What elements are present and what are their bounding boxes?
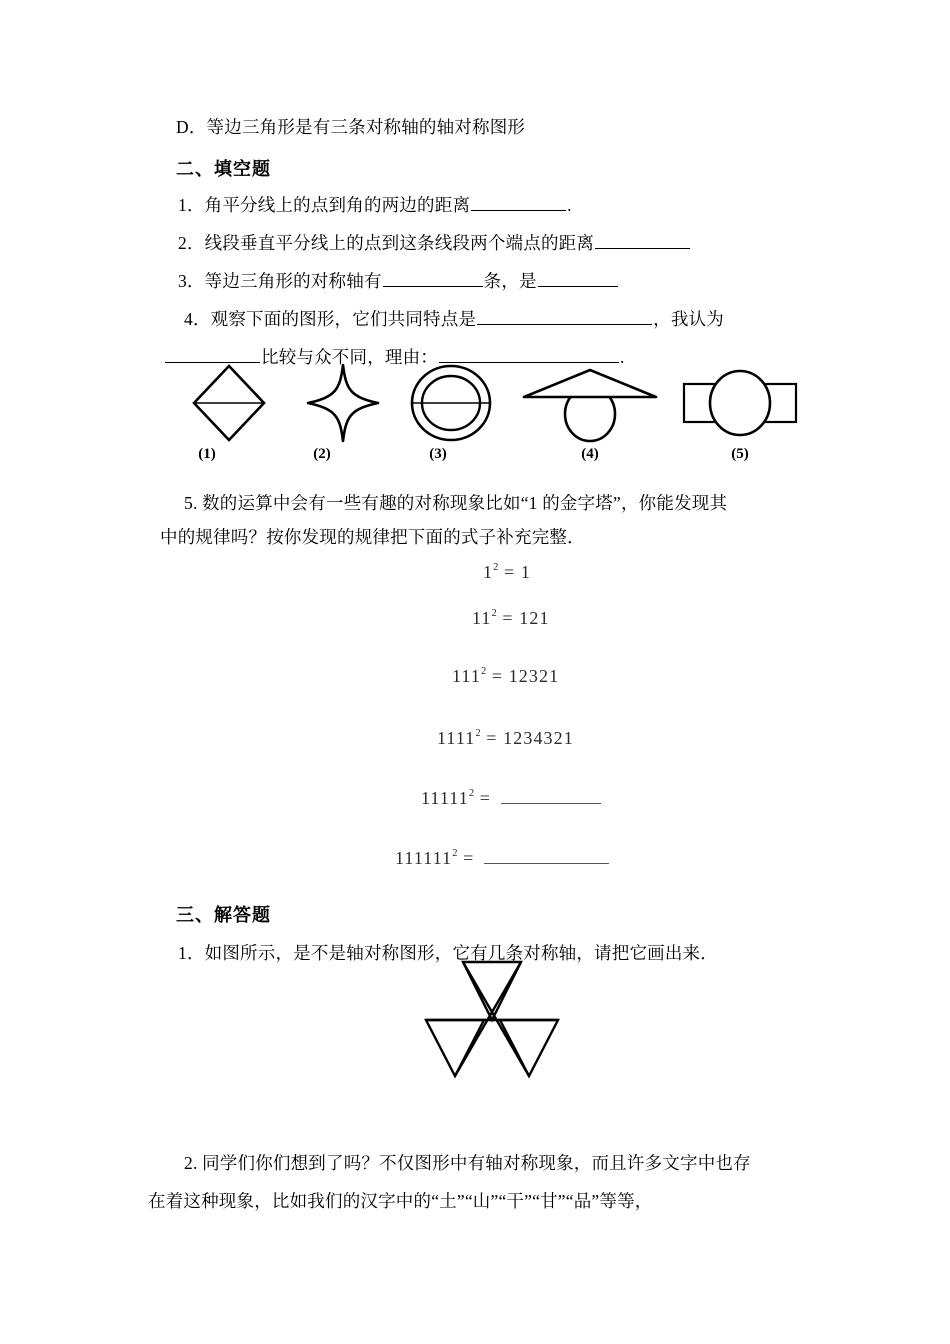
s3q2-text-line1: 同学们你们想到了吗？不仅图形中有轴对称现象，而且许多文字中也存 bbox=[202, 1153, 751, 1173]
eq1-result: 1 bbox=[520, 562, 531, 582]
three-overlapping-triangles-figure bbox=[422, 958, 562, 1085]
three-overlapping-down-triangles-icon bbox=[422, 958, 562, 1080]
figure-3-label: (3) bbox=[429, 446, 447, 462]
eq2-equals: = bbox=[502, 608, 514, 628]
equation-row-4 bbox=[437, 728, 574, 749]
q3-blank-1[interactable] bbox=[383, 271, 483, 287]
eq1-equals: = bbox=[503, 562, 516, 582]
concentric-circles-with-diameter-icon bbox=[408, 362, 494, 444]
equation-row-3 bbox=[452, 666, 559, 687]
solve-question-2-line-2: 在着这种现象，比如我们的汉字中的“土”“山”“干”“甘”“品”等等， bbox=[148, 1191, 653, 1211]
eq1-base: 1 bbox=[483, 562, 494, 582]
fill-question-5-line-2: 中的规律吗？按你发现的规律把下面的式子补充完整． bbox=[160, 527, 585, 547]
eq3-equals: = bbox=[491, 666, 504, 686]
four-pointed-star-icon bbox=[302, 362, 384, 444]
s3q1-text: 如图所示，是不是轴对称图形，它有几条对称轴，请把它画出来． bbox=[204, 943, 718, 963]
eq2-base: 11 bbox=[472, 608, 492, 628]
q1-period: . bbox=[567, 195, 572, 215]
rectangle-with-overlapping-circle-icon bbox=[680, 362, 800, 444]
q4-blank-3[interactable] bbox=[439, 347, 619, 363]
figure-1-rhombus bbox=[188, 362, 270, 444]
figure-5-rect-circle bbox=[680, 362, 800, 444]
eq6-answer-blank[interactable] bbox=[484, 850, 609, 864]
q2-number: 2． bbox=[178, 233, 205, 253]
q4-text-a: 观察下面的图形，它们共同特点是 bbox=[210, 309, 477, 329]
q4-blank-1[interactable] bbox=[477, 309, 652, 325]
q5-number: 5. bbox=[184, 493, 198, 513]
q3-blank-2[interactable] bbox=[538, 271, 618, 287]
fill-question-5-line-1 bbox=[184, 486, 727, 520]
q3-text-mid: 条，是 bbox=[483, 271, 537, 291]
q2-blank[interactable] bbox=[595, 233, 690, 249]
eq4-base: 1111 bbox=[437, 728, 476, 748]
figure-strip bbox=[180, 362, 800, 480]
eq6-exponent: 2 bbox=[452, 848, 458, 859]
rhombus-with-horizontal-diagonal-icon bbox=[188, 362, 270, 444]
section-two-heading: 二、填空题 bbox=[176, 159, 271, 179]
equation-row-5 bbox=[421, 788, 601, 809]
figure-3-concentric-circles bbox=[408, 362, 494, 444]
choice-option-d: D．等边三角形是有三条对称轴的轴对称图形 bbox=[176, 117, 526, 137]
fill-question-1 bbox=[178, 188, 572, 222]
eq3-exponent: 2 bbox=[480, 666, 487, 677]
q1-text: 角平分线上的点到角的两边的距离 bbox=[204, 195, 471, 215]
fill-question-3 bbox=[178, 264, 619, 298]
s3q1-number: 1． bbox=[178, 943, 205, 963]
q2-text: 线段垂直平分线上的点到这条线段两个端点的距离 bbox=[204, 233, 595, 253]
figure-2-label: (2) bbox=[313, 446, 331, 462]
eq6-base: 111111 bbox=[395, 848, 453, 868]
figure-4-triangle-ellipse bbox=[520, 362, 660, 444]
eq3-base: 111 bbox=[452, 666, 481, 686]
q4-blank-2[interactable] bbox=[165, 347, 260, 363]
q4-text-d: . bbox=[620, 347, 625, 367]
eq5-equals: = bbox=[479, 788, 491, 808]
eq6-equals: = bbox=[463, 848, 475, 868]
flat-triangle-over-ellipse-icon bbox=[520, 362, 660, 444]
eq4-result: 1234321 bbox=[503, 728, 574, 748]
figure-4-label: (4) bbox=[581, 446, 599, 462]
q3-number: 3． bbox=[178, 271, 205, 291]
figure-5-label: (5) bbox=[731, 446, 749, 462]
eq5-answer-blank[interactable] bbox=[501, 790, 601, 804]
eq2-exponent: 2 bbox=[491, 608, 497, 619]
equation-row-2 bbox=[472, 608, 550, 629]
q5-text-line1: 数的运算中会有一些有趣的对称现象比如“1 的金字塔”，你能发现其 bbox=[202, 493, 728, 513]
figure-1-label: (1) bbox=[198, 446, 216, 462]
eq4-equals: = bbox=[486, 728, 498, 748]
q4-text-c: 比较与众不同，理由： bbox=[261, 347, 438, 367]
q4-number: 4． bbox=[184, 309, 211, 329]
q4-text-b: ，我认为 bbox=[653, 309, 724, 329]
eq1-exponent: 2 bbox=[493, 562, 499, 573]
q1-number: 1． bbox=[178, 195, 205, 215]
figure-2-star bbox=[302, 362, 384, 444]
fill-question-2 bbox=[178, 226, 691, 260]
equation-row-1 bbox=[483, 562, 531, 583]
equation-row-6 bbox=[395, 848, 609, 869]
eq3-result: 12321 bbox=[508, 666, 560, 686]
eq5-exponent: 2 bbox=[468, 788, 475, 799]
q1-blank[interactable] bbox=[471, 195, 566, 211]
eq5-base: 11111 bbox=[421, 788, 469, 808]
solve-question-2-line-1 bbox=[184, 1146, 751, 1180]
eq4-exponent: 2 bbox=[475, 728, 481, 739]
fill-question-4-line-1 bbox=[184, 302, 724, 336]
section-three-heading: 三、解答题 bbox=[176, 905, 271, 925]
s3q2-number: 2. bbox=[184, 1153, 198, 1173]
q3-text: 等边三角形的对称轴有 bbox=[204, 271, 382, 291]
eq2-result: 121 bbox=[519, 608, 550, 628]
